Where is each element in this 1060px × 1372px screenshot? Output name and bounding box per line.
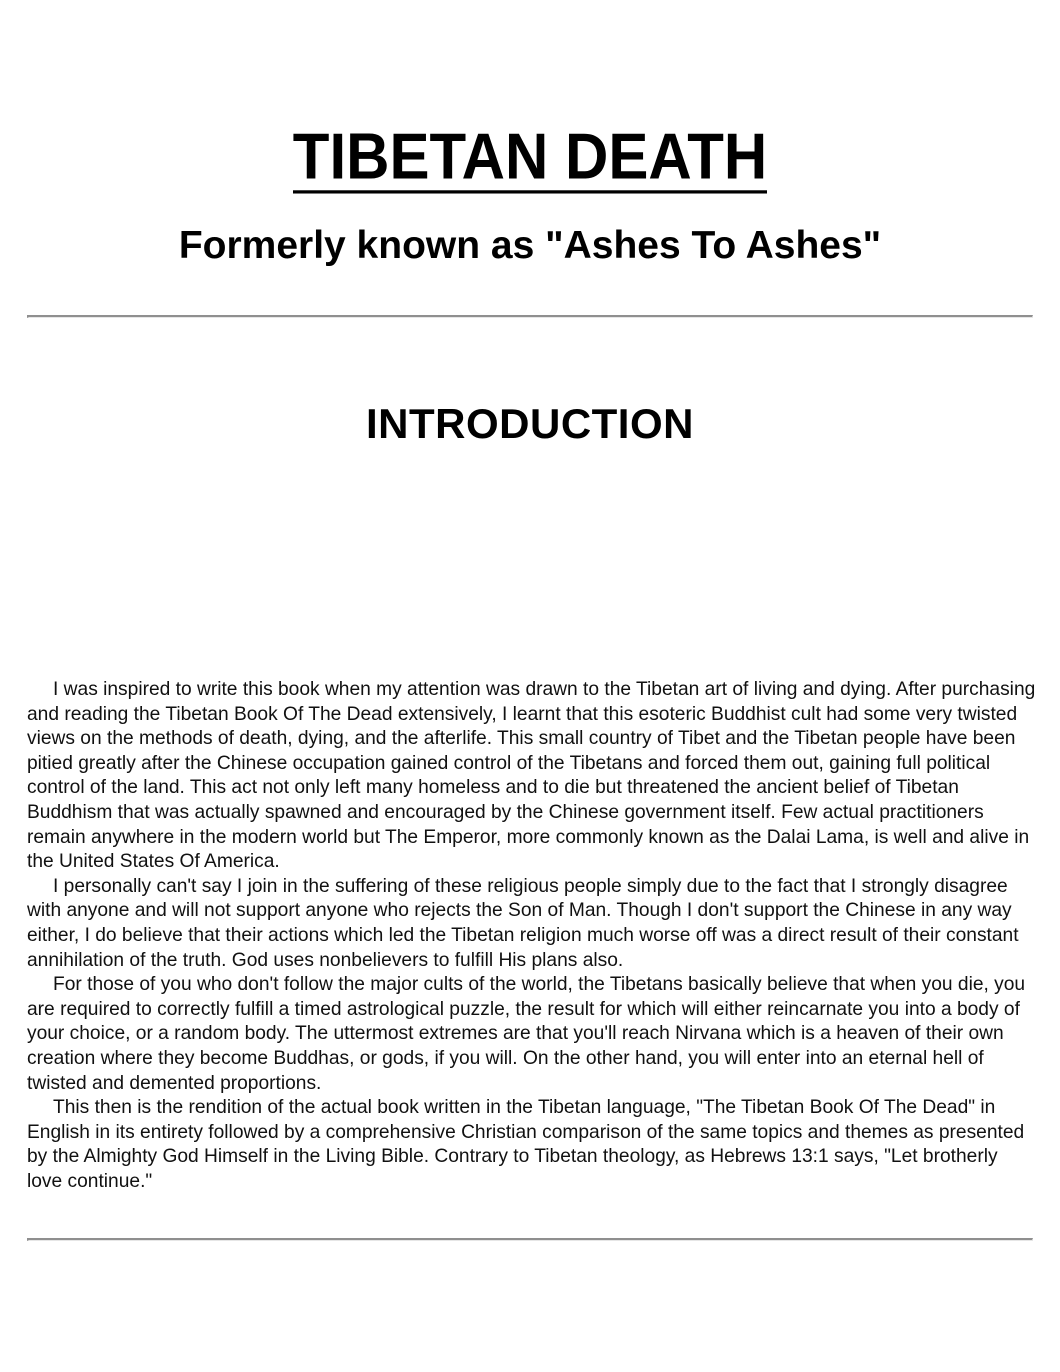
- document-subtitle: Formerly known as "Ashes To Ashes": [178, 224, 882, 267]
- paragraph-2: I personally can't say I join in the suffering of these religious people simply due to the fact that I strongly disagree with anyone and will not support anyone who rejects the Son of Man. Though I don't support the Chinese in any way either, I do believe that their actions which led the Tibetan religion much worse off was a direct result of their constant annihilation of the truth. God uses nonbelievers to fulfill His plans also.: [27, 875, 1019, 971]
- document-title: [0, 122, 1060, 192]
- document-title-text: TIBETAN DEATH: [292, 120, 768, 193]
- paragraph-3: For those of you who don't follow the major cults of the world, the Tibetans basically believe that when you die, you are required to correctly fulfill a timed astrological puzzle, the result for which will either reincarnate you into a body of your choice, or a random body. The uttermost extremes are that you'll reach Nirvana which is a heaven of their own creation where they become Buddhas, or gods, if you will. On the other hand, you will enter into an eternal hell of twisted and demented proportions.: [27, 974, 1026, 1094]
- introduction-body: [27, 678, 1037, 1194]
- paragraph-1: I was inspired to write this book when my attention was drawn to the Tibetan art of living and dying. After purchasing and reading the Tibetan Book Of The Dead extensively, I learnt that this esoteric Buddhist cult had some very twisted views on the methods of death, dying, and the afterlife. This small country of Tibet and the Tibetan people have been pitied greatly after the Chinese occupation gained control of the Tibetans and forced them out, gaining full political control of the land. This act not only left many homeless and to die but threatened the ancient belief of Tibetan Buddhism that was actually spawned and encouraged by the Chinese government itself. Few actual practitioners remain anywhere in the modern world but The Emperor, more commonly known as the Dalai Lama, is well and alive in the United States Of America.: [27, 679, 1036, 873]
- section-heading-introduction: INTRODUCTION: [366, 400, 694, 447]
- paragraph-4: This then is the rendition of the actual book written in the Tibetan language, "The Tibetan Book Of The Dead" in English in its entirety followed by a comprehensive Christian comparison of the same topics and themes as presented by the Almighty God Himself in the Living Bible. Contrary to Tibetan theology, as Hebrews 13:1 says, "Let brotherly love continue.": [27, 1097, 1025, 1192]
- horizontal-rule-top: [27, 315, 1033, 318]
- horizontal-rule-bottom: [27, 1238, 1033, 1241]
